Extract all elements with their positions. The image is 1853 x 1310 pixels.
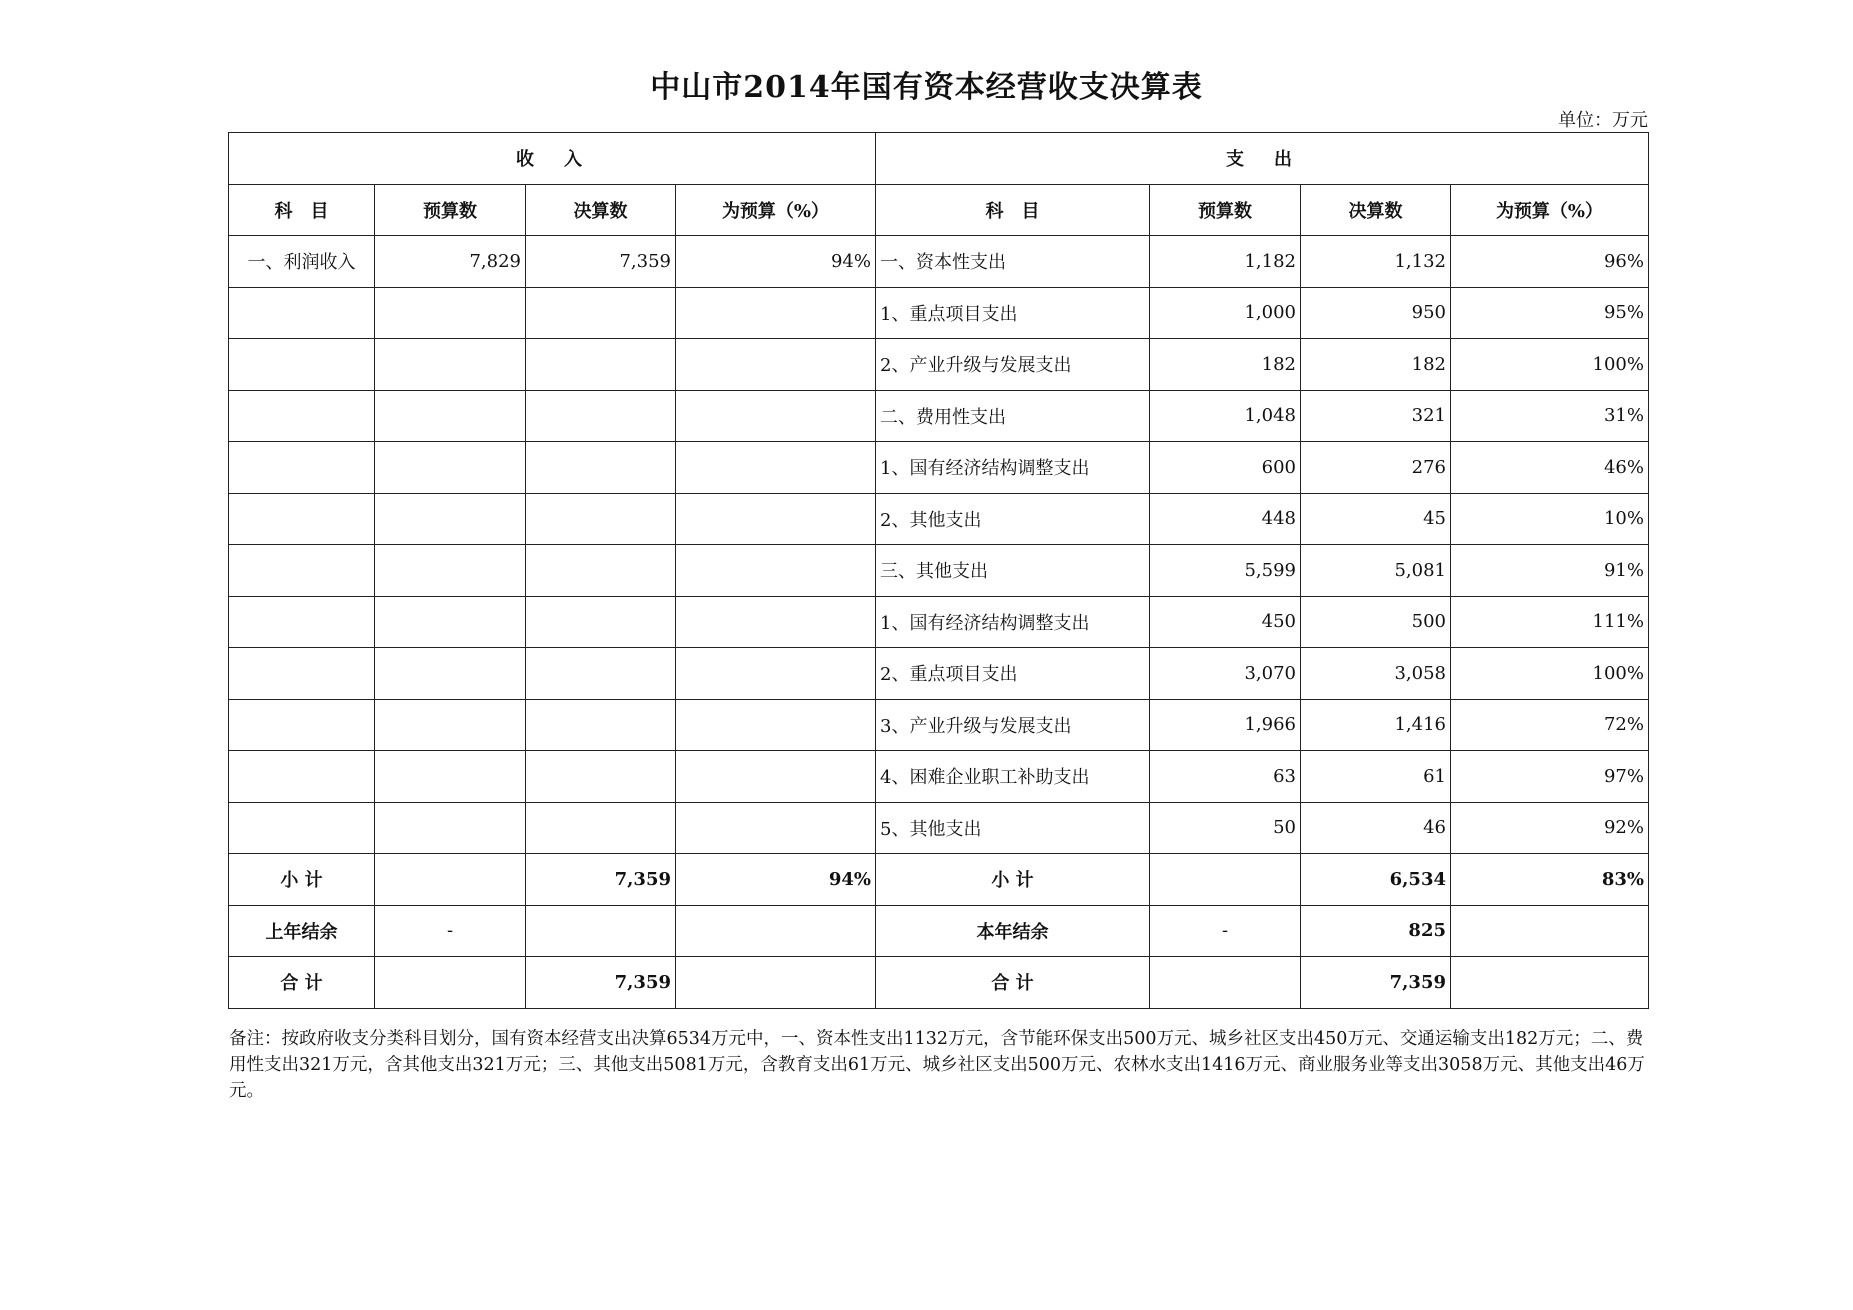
income-header: 收 入 <box>229 133 876 185</box>
income-summary-budget <box>375 854 526 906</box>
income-actual-cell <box>526 493 676 545</box>
income-budget-cell <box>375 493 526 545</box>
income-ratio-cell <box>676 390 876 442</box>
income-summary-budget: - <box>375 905 526 957</box>
income-subject-cell <box>229 545 375 597</box>
expense-actual-cell: 5,081 <box>1301 545 1451 597</box>
expense-subject-cell: 1、国有经济结构调整支出 <box>876 442 1150 494</box>
expense-actual-cell: 950 <box>1301 287 1451 339</box>
table-row <box>229 648 1649 700</box>
table-row <box>229 545 1649 597</box>
expense-actual-cell: 46 <box>1301 802 1451 854</box>
unit-label: 单位：万元 <box>1558 110 1648 131</box>
income-actual-cell <box>526 699 676 751</box>
expense-ratio-cell: 72% <box>1451 699 1649 751</box>
expense-actual-cell: 276 <box>1301 442 1451 494</box>
income-actual-cell <box>526 596 676 648</box>
expense-ratio-cell: 100% <box>1451 648 1649 700</box>
expense-subject-header: 科 目 <box>876 184 1150 236</box>
expense-budget-cell: 3,070 <box>1150 648 1301 700</box>
income-budget-cell <box>375 339 526 391</box>
income-ratio-cell <box>676 802 876 854</box>
section-header-row <box>229 133 1649 185</box>
expense-actual-cell: 1,132 <box>1301 236 1451 288</box>
income-budget-cell <box>375 648 526 700</box>
income-subject-header: 科 目 <box>229 184 375 236</box>
income-actual-cell <box>526 339 676 391</box>
income-actual-cell <box>526 287 676 339</box>
income-subject-cell <box>229 699 375 751</box>
income-summary-ratio <box>676 905 876 957</box>
income-actual-header: 决算数 <box>526 184 676 236</box>
income-budget-cell <box>375 442 526 494</box>
income-ratio-cell <box>676 287 876 339</box>
income-ratio-cell <box>676 493 876 545</box>
expense-actual-cell: 500 <box>1301 596 1451 648</box>
expense-summary-ratio: 83% <box>1451 854 1649 906</box>
income-subject-cell <box>229 287 375 339</box>
expense-actual-cell: 45 <box>1301 493 1451 545</box>
income-subject-cell: 一、利润收入 <box>229 236 375 288</box>
income-summary-ratio: 94% <box>676 854 876 906</box>
expense-actual-header: 决算数 <box>1301 184 1451 236</box>
income-summary-ratio <box>676 957 876 1009</box>
expense-budget-cell: 450 <box>1150 596 1301 648</box>
table-row <box>229 493 1649 545</box>
footnote: 备注：按政府收支分类科目划分，国有资本经营支出决算6534万元中，一、资本性支出1132万元，含节能环保支出500万元、城乡社区支出450万元、交通运输支出182万元；二、费用性支出321万元，含其他支出321万元；三、其他支出5081万元，含教育支出61万元、城乡社区支出500万元、农林水支出1416万元、商业服务业等支出3058万元、其他支出46万元。 <box>229 1029 1645 1101</box>
income-budget-cell: 7,829 <box>375 236 526 288</box>
income-budget-cell <box>375 699 526 751</box>
expense-budget-cell: 5,599 <box>1150 545 1301 597</box>
income-budget-cell <box>375 802 526 854</box>
expense-subject-cell: 2、产业升级与发展支出 <box>876 339 1150 391</box>
expense-summary-ratio <box>1451 957 1649 1009</box>
column-header-row <box>229 184 1649 236</box>
income-summary-budget <box>375 957 526 1009</box>
expense-subject-cell: 三、其他支出 <box>876 545 1150 597</box>
income-subject-cell <box>229 493 375 545</box>
expense-subject-cell: 2、其他支出 <box>876 493 1150 545</box>
income-ratio-cell <box>676 648 876 700</box>
income-ratio-cell <box>676 751 876 803</box>
expense-budget-cell: 1,000 <box>1150 287 1301 339</box>
table-row <box>229 236 1649 288</box>
income-budget-cell <box>375 390 526 442</box>
expense-subject-cell: 1、国有经济结构调整支出 <box>876 596 1150 648</box>
income-ratio-cell <box>676 339 876 391</box>
table-row <box>229 699 1649 751</box>
expense-ratio-cell: 10% <box>1451 493 1649 545</box>
expense-ratio-cell: 46% <box>1451 442 1649 494</box>
expense-ratio-cell: 95% <box>1451 287 1649 339</box>
expense-budget-cell: 600 <box>1150 442 1301 494</box>
expense-budget-cell: 63 <box>1150 751 1301 803</box>
expense-summary-budget <box>1150 957 1301 1009</box>
income-budget-cell <box>375 596 526 648</box>
expense-subject-cell: 1、重点项目支出 <box>876 287 1150 339</box>
expense-summary-label: 合 计 <box>876 957 1150 1009</box>
expense-budget-cell: 50 <box>1150 802 1301 854</box>
expense-budget-cell: 182 <box>1150 339 1301 391</box>
expense-summary-actual: 6,534 <box>1301 854 1451 906</box>
income-actual-cell <box>526 442 676 494</box>
income-actual-cell <box>526 648 676 700</box>
income-actual-cell <box>526 545 676 597</box>
expense-actual-cell: 61 <box>1301 751 1451 803</box>
expense-budget-cell: 1,048 <box>1150 390 1301 442</box>
expense-ratio-cell: 97% <box>1451 751 1649 803</box>
expense-actual-cell: 321 <box>1301 390 1451 442</box>
subtotal-row <box>229 854 1649 906</box>
income-actual-cell <box>526 802 676 854</box>
expense-subject-cell: 二、费用性支出 <box>876 390 1150 442</box>
income-actual-cell: 7,359 <box>526 236 676 288</box>
income-ratio-header: 为预算（%） <box>676 184 876 236</box>
table-row <box>229 751 1649 803</box>
income-actual-cell <box>526 390 676 442</box>
expense-summary-actual: 825 <box>1301 905 1451 957</box>
expense-ratio-cell: 100% <box>1451 339 1649 391</box>
expense-actual-cell: 3,058 <box>1301 648 1451 700</box>
table-row <box>229 596 1649 648</box>
budget-table <box>228 132 1649 1009</box>
income-budget-cell <box>375 751 526 803</box>
income-budget-header: 预算数 <box>375 184 526 236</box>
table-row <box>229 287 1649 339</box>
page-title: 中山市2014年国有资本经营收支决算表 <box>650 70 1203 105</box>
income-subject-cell <box>229 648 375 700</box>
income-subject-cell <box>229 442 375 494</box>
income-ratio-cell <box>676 596 876 648</box>
income-budget-cell <box>375 287 526 339</box>
expense-subject-cell: 5、其他支出 <box>876 802 1150 854</box>
income-ratio-cell: 94% <box>676 236 876 288</box>
expense-header: 支 出 <box>876 133 1649 185</box>
expense-ratio-cell: 111% <box>1451 596 1649 648</box>
expense-summary-label: 本年结余 <box>876 905 1150 957</box>
income-summary-actual <box>526 905 676 957</box>
expense-budget-header: 预算数 <box>1150 184 1301 236</box>
balance-row <box>229 905 1649 957</box>
income-subject-cell <box>229 390 375 442</box>
expense-summary-actual: 7,359 <box>1301 957 1451 1009</box>
expense-subject-cell: 一、资本性支出 <box>876 236 1150 288</box>
expense-actual-cell: 182 <box>1301 339 1451 391</box>
income-summary-actual: 7,359 <box>526 854 676 906</box>
total-row <box>229 957 1649 1009</box>
expense-ratio-cell: 31% <box>1451 390 1649 442</box>
expense-budget-cell: 1,966 <box>1150 699 1301 751</box>
expense-budget-cell: 448 <box>1150 493 1301 545</box>
table-row <box>229 802 1649 854</box>
income-subject-cell <box>229 339 375 391</box>
expense-actual-cell: 1,416 <box>1301 699 1451 751</box>
expense-summary-ratio <box>1451 905 1649 957</box>
expense-subject-cell: 3、产业升级与发展支出 <box>876 699 1150 751</box>
income-ratio-cell <box>676 699 876 751</box>
income-summary-actual: 7,359 <box>526 957 676 1009</box>
expense-ratio-cell: 91% <box>1451 545 1649 597</box>
table-row <box>229 442 1649 494</box>
income-ratio-cell <box>676 545 876 597</box>
expense-budget-cell: 1,182 <box>1150 236 1301 288</box>
income-ratio-cell <box>676 442 876 494</box>
income-summary-label: 合 计 <box>229 957 375 1009</box>
income-subject-cell <box>229 596 375 648</box>
expense-ratio-cell: 96% <box>1451 236 1649 288</box>
income-actual-cell <box>526 751 676 803</box>
expense-summary-label: 小 计 <box>876 854 1150 906</box>
table-row <box>229 390 1649 442</box>
table-row <box>229 339 1649 391</box>
expense-ratio-header: 为预算（%） <box>1451 184 1649 236</box>
income-summary-label: 小 计 <box>229 854 375 906</box>
expense-subject-cell: 4、困难企业职工补助支出 <box>876 751 1150 803</box>
expense-summary-budget <box>1150 854 1301 906</box>
income-subject-cell <box>229 751 375 803</box>
expense-summary-budget: - <box>1150 905 1301 957</box>
income-summary-label: 上年结余 <box>229 905 375 957</box>
income-budget-cell <box>375 545 526 597</box>
expense-subject-cell: 2、重点项目支出 <box>876 648 1150 700</box>
expense-ratio-cell: 92% <box>1451 802 1649 854</box>
income-subject-cell <box>229 802 375 854</box>
